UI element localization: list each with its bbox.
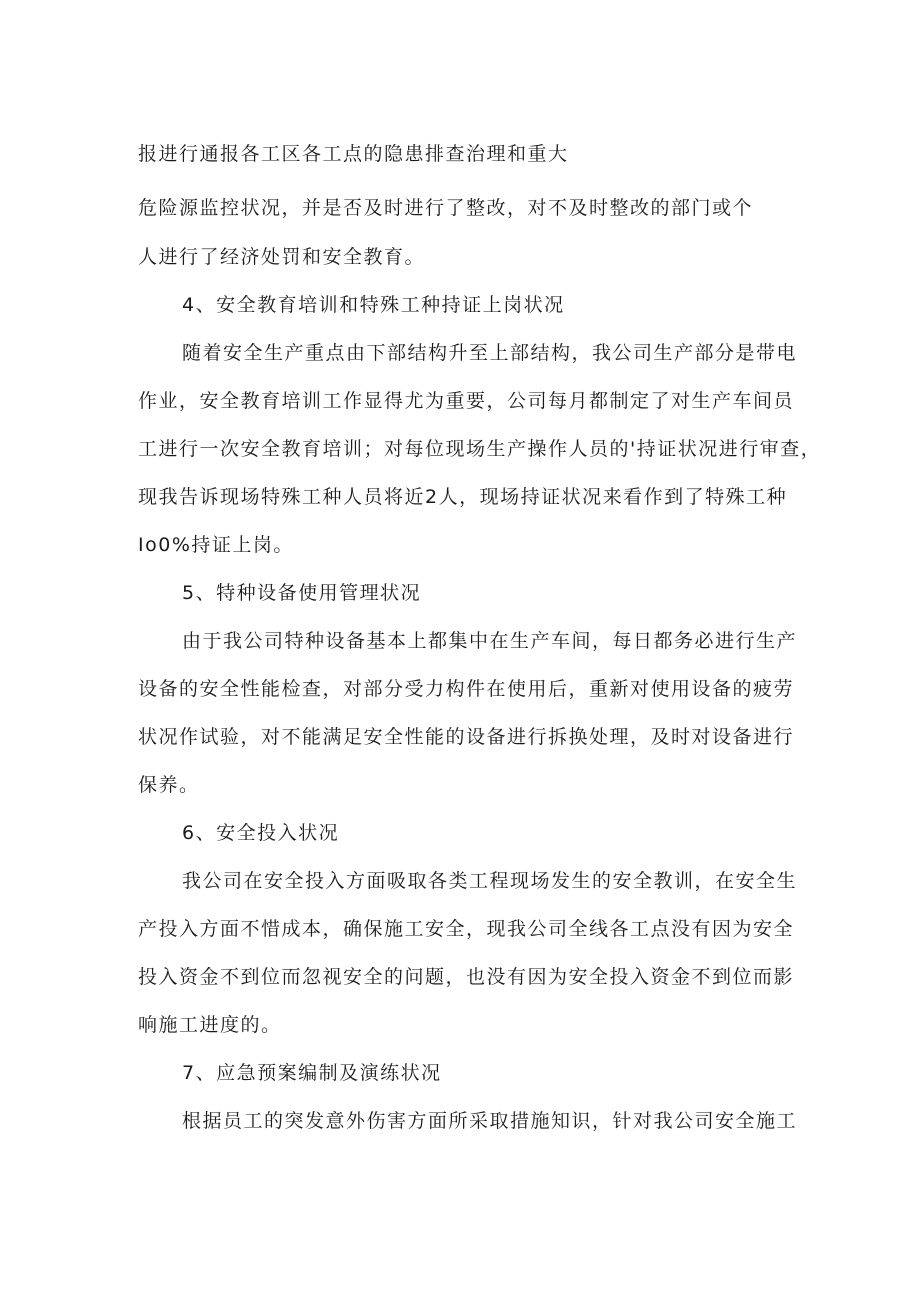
paragraph-line: 产投入方面不惜成本，确保施工安全，现我公司全线各工点没有因为安全: [138, 918, 795, 940]
paragraph-line: 响施工进度的。: [138, 1014, 282, 1036]
paragraph-line: 保养。: [138, 774, 200, 796]
paragraph-line: 根据员工的突发意外伤害方面所采取措施知识，针对我公司安全施工: [182, 1110, 798, 1132]
paragraph-line: 现我告诉现场特殊工种人员将近2人，现场持证状况来看作到了特殊工种: [138, 486, 788, 508]
section-heading: 5、特种设备使用管理状况: [182, 582, 422, 604]
section-heading: 7、应急预案编制及演练状况: [182, 1062, 442, 1084]
paragraph-line: 设备的安全性能检查，对部分受力构件在使用后，重新对使用设备的疲劳: [138, 678, 795, 700]
paragraph-line: Io0%持证上岗。: [138, 534, 294, 556]
paragraph-line: 人进行了经济处罚和安全教育。: [138, 246, 426, 268]
paragraph-line: 由于我公司特种设备基本上都集中在生产车间，每日都务必进行生产: [182, 630, 798, 652]
section-heading: 6、安全投入状况: [182, 822, 340, 844]
section-heading: 4、安全教育培训和特殊工种持证上岗状况: [182, 294, 565, 316]
paragraph-line: 危险源监控状况，并是否及时进行了整改，对不及时整改的部门或个: [138, 197, 754, 219]
paragraph-line: 状况作试验，对不能满足安全性能的设备进行拆换处理，及时对设备进行: [138, 726, 795, 748]
paragraph-line: 随着安全生产重点由下部结构升至上部结构，我公司生产部分是带电: [182, 342, 798, 364]
paragraph-line: 报进行通报各工区各工点的隐患排查治理和重大: [138, 143, 569, 165]
paragraph-line: 投入资金不到位而忽视安全的问题，也没有因为安全投入资金不到位而影: [138, 966, 795, 988]
paragraph-line: 我公司在安全投入方面吸取各类工程现场发生的安全教训，在安全生: [182, 870, 798, 892]
paragraph-line: 工进行一次安全教育培训；对每位现场生产操作人员的'持证状况进行审查，: [138, 438, 822, 460]
paragraph-line: 作业，安全教育培训工作显得尤为重要，公司每月都制定了对生产车间员: [138, 390, 795, 412]
